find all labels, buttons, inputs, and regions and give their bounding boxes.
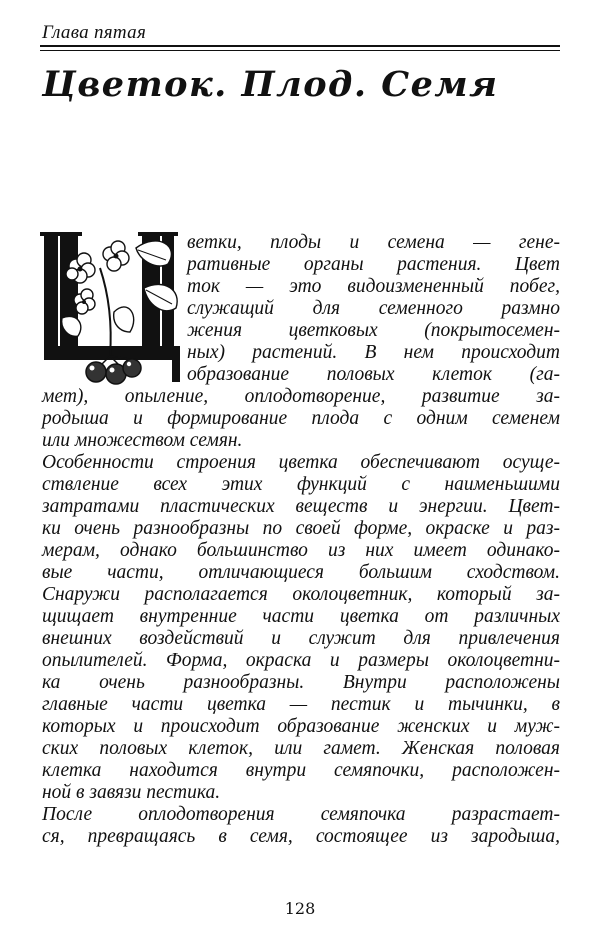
text-line: вые части, отличающиеся большим сходством. bbox=[42, 562, 560, 583]
text-line: родыша и формирование плода с одним семенем bbox=[42, 408, 560, 429]
text-line: ток — это видоизмененный побег, bbox=[187, 276, 560, 297]
header-rule-thin bbox=[40, 50, 560, 51]
text-line: мет), опыление, оплодотворение, развитие за- bbox=[42, 386, 560, 407]
header-rule-thick bbox=[40, 45, 560, 47]
text-line: которых и происходит образование женских и муж- bbox=[42, 716, 560, 737]
text-line: опылителей. Форма, окраска и размеры околоцветни- bbox=[42, 650, 560, 671]
text-line: главные части цветка — пестик и тычинки, в bbox=[42, 694, 560, 715]
text-line: Снаружи располагается околоцветник, который за- bbox=[42, 584, 560, 605]
text-line: ских половых клеток, или гамет. Женская половая bbox=[42, 738, 560, 759]
text-line: ветки, плоды и семена — гене- bbox=[187, 232, 560, 253]
text-line: или множеством семян. bbox=[42, 430, 243, 451]
text-line: Особенности строения цветка обеспечивают осуще- bbox=[42, 452, 560, 473]
text-line: ка очень разнообразны. Внутри расположены bbox=[42, 672, 560, 693]
running-head: Глава пятая bbox=[42, 22, 147, 43]
text-line: ных) растений. В нем происходит bbox=[187, 342, 560, 363]
text-line: служащий для семенного размно bbox=[187, 298, 560, 319]
text-line: После оплодотворения семяпочка разрастает- bbox=[42, 804, 560, 825]
dropcap-illustration bbox=[40, 228, 190, 388]
text-line: ной в завязи пестика. bbox=[42, 782, 221, 803]
text-line: ративные органы растения. Цвет bbox=[187, 254, 560, 275]
text-line: затратами пластических веществ и энергии. Цвет- bbox=[42, 496, 560, 517]
text-line: ся, превращаясь в семя, состоящее из зародыша, bbox=[42, 826, 560, 847]
chapter-title: Цветок. Плод. Семя bbox=[42, 64, 499, 105]
text-line: внешних воздействий и служит для привлечения bbox=[42, 628, 560, 649]
page-number: 128 bbox=[284, 899, 316, 918]
text-line: ки очень разнообразны по своей форме, окраске и раз- bbox=[42, 518, 560, 539]
text-line: щищает внутренние части цветка от различных bbox=[42, 606, 560, 627]
text-line: ствление всех этих функций с наименьшими bbox=[42, 474, 560, 495]
text-line: жения цветковых (покрытосемен- bbox=[187, 320, 560, 341]
text-line: клетка находится внутри семяпочки, расположен- bbox=[42, 760, 560, 781]
text-line: образование половых клеток (га- bbox=[187, 364, 560, 385]
text-line: мерам, однако большинство из них имеет одинако- bbox=[42, 540, 560, 561]
